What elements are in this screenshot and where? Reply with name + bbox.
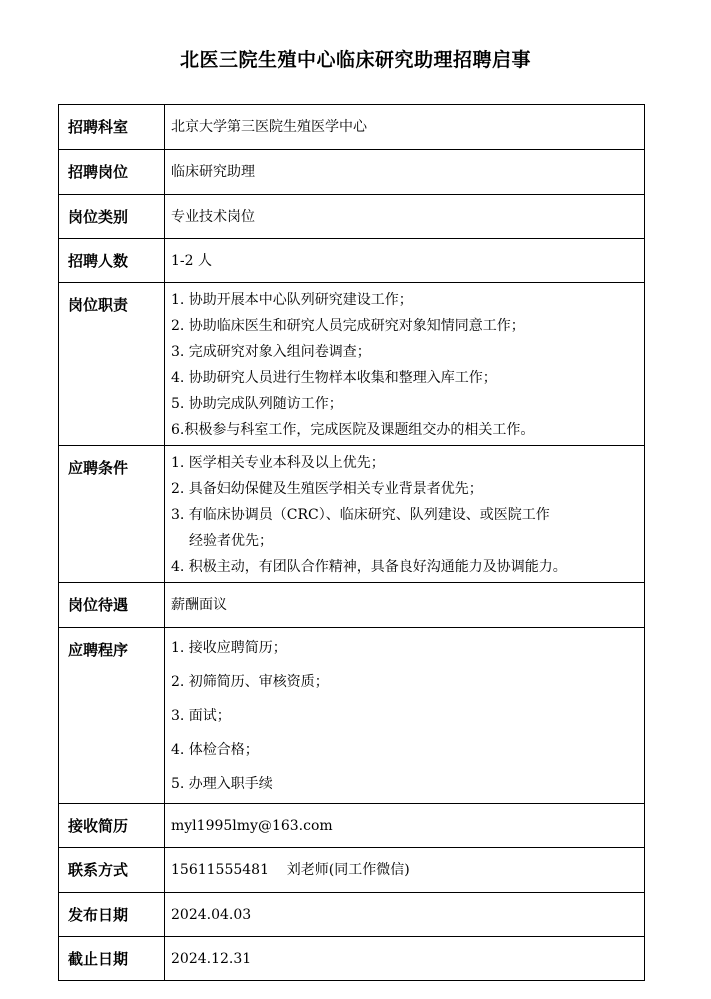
row-label: 接收简历 xyxy=(59,804,165,848)
table-row-requirements xyxy=(59,446,645,583)
row-label: 岗位待遇 xyxy=(59,583,165,628)
table-row-email xyxy=(59,804,645,848)
table-row-deadline xyxy=(59,937,645,981)
list-item: 4. 协助研究人员进行生物样本收集和整理入库工作； xyxy=(171,370,497,386)
row-label: 应聘条件 xyxy=(59,446,165,583)
row-label: 应聘程序 xyxy=(59,628,165,804)
table-row-contact xyxy=(59,848,645,893)
list-item: 2. 初筛简历、审核资质； xyxy=(171,674,329,690)
row-value xyxy=(165,446,645,583)
row-value: 专业技术岗位 xyxy=(165,195,645,239)
list-item: 2. 协助临床医生和研究人员完成研究对象知情同意工作； xyxy=(171,318,525,334)
table-row-process xyxy=(59,628,645,804)
list-item: 经验者优先； xyxy=(189,533,273,549)
row-value: 薪酬面议 xyxy=(165,583,645,628)
publish-date: 2024.04.03 xyxy=(165,893,645,937)
row-label: 招聘人数 xyxy=(59,239,165,283)
row-label: 截止日期 xyxy=(59,937,165,981)
row-label: 招聘科室 xyxy=(59,105,165,150)
list-item: 1. 医学相关专业本科及以上优先； xyxy=(171,455,385,471)
process-list xyxy=(171,628,638,803)
row-label: 招聘岗位 xyxy=(59,150,165,195)
deadline-date: 2024.12.31 xyxy=(165,937,645,981)
duties-list xyxy=(171,283,638,445)
table-row-count xyxy=(59,239,645,283)
table-row-salary xyxy=(59,583,645,628)
list-item: 4. 积极主动，有团队合作精神，具备良好沟通能力及协调能力。 xyxy=(171,559,567,575)
page-title: 北医三院生殖中心临床研究助理招聘启事 xyxy=(179,49,531,71)
list-item: 5. 办理入职手续 xyxy=(171,776,273,792)
table-row-publish xyxy=(59,893,645,937)
row-value xyxy=(165,283,645,446)
row-value: 1-2 人 xyxy=(165,239,645,283)
row-value: 临床研究助理 xyxy=(165,150,645,195)
list-item: 3. 有临床协调员（CRC）、临床研究、队列建设、或医院工作 xyxy=(171,507,550,523)
list-item: 3. 完成研究对象入组问卷调查； xyxy=(171,344,371,360)
row-label: 岗位职责 xyxy=(59,283,165,446)
row-value xyxy=(165,628,645,804)
table-row-dept xyxy=(59,105,645,150)
recruitment-table xyxy=(58,104,645,981)
row-label: 发布日期 xyxy=(59,893,165,937)
list-item: 4. 体检合格； xyxy=(171,742,259,758)
contact-value: 15611555481 刘老师(同工作微信) xyxy=(165,848,645,893)
list-item: 2. 具备妇幼保健及生殖医学相关专业背景者优先； xyxy=(171,481,483,497)
table-row-duties xyxy=(59,283,645,446)
requirements-list xyxy=(171,446,638,582)
row-label: 联系方式 xyxy=(59,848,165,893)
table-row-category xyxy=(59,195,645,239)
email-value: myl1995lmy@163.com xyxy=(165,804,645,848)
list-item: 6.积极参与科室工作，完成医院及课题组交办的相关工作。 xyxy=(171,422,535,438)
list-item: 3. 面试； xyxy=(171,708,231,724)
list-item: 1. 接收应聘简历； xyxy=(171,640,287,656)
row-value: 北京大学第三医院生殖医学中心 xyxy=(165,105,645,150)
list-item: 5. 协助完成队列随访工作； xyxy=(171,396,343,412)
row-label: 岗位类别 xyxy=(59,195,165,239)
table-row-position xyxy=(59,150,645,195)
list-item: 1. 协助开展本中心队列研究建设工作； xyxy=(171,292,413,308)
